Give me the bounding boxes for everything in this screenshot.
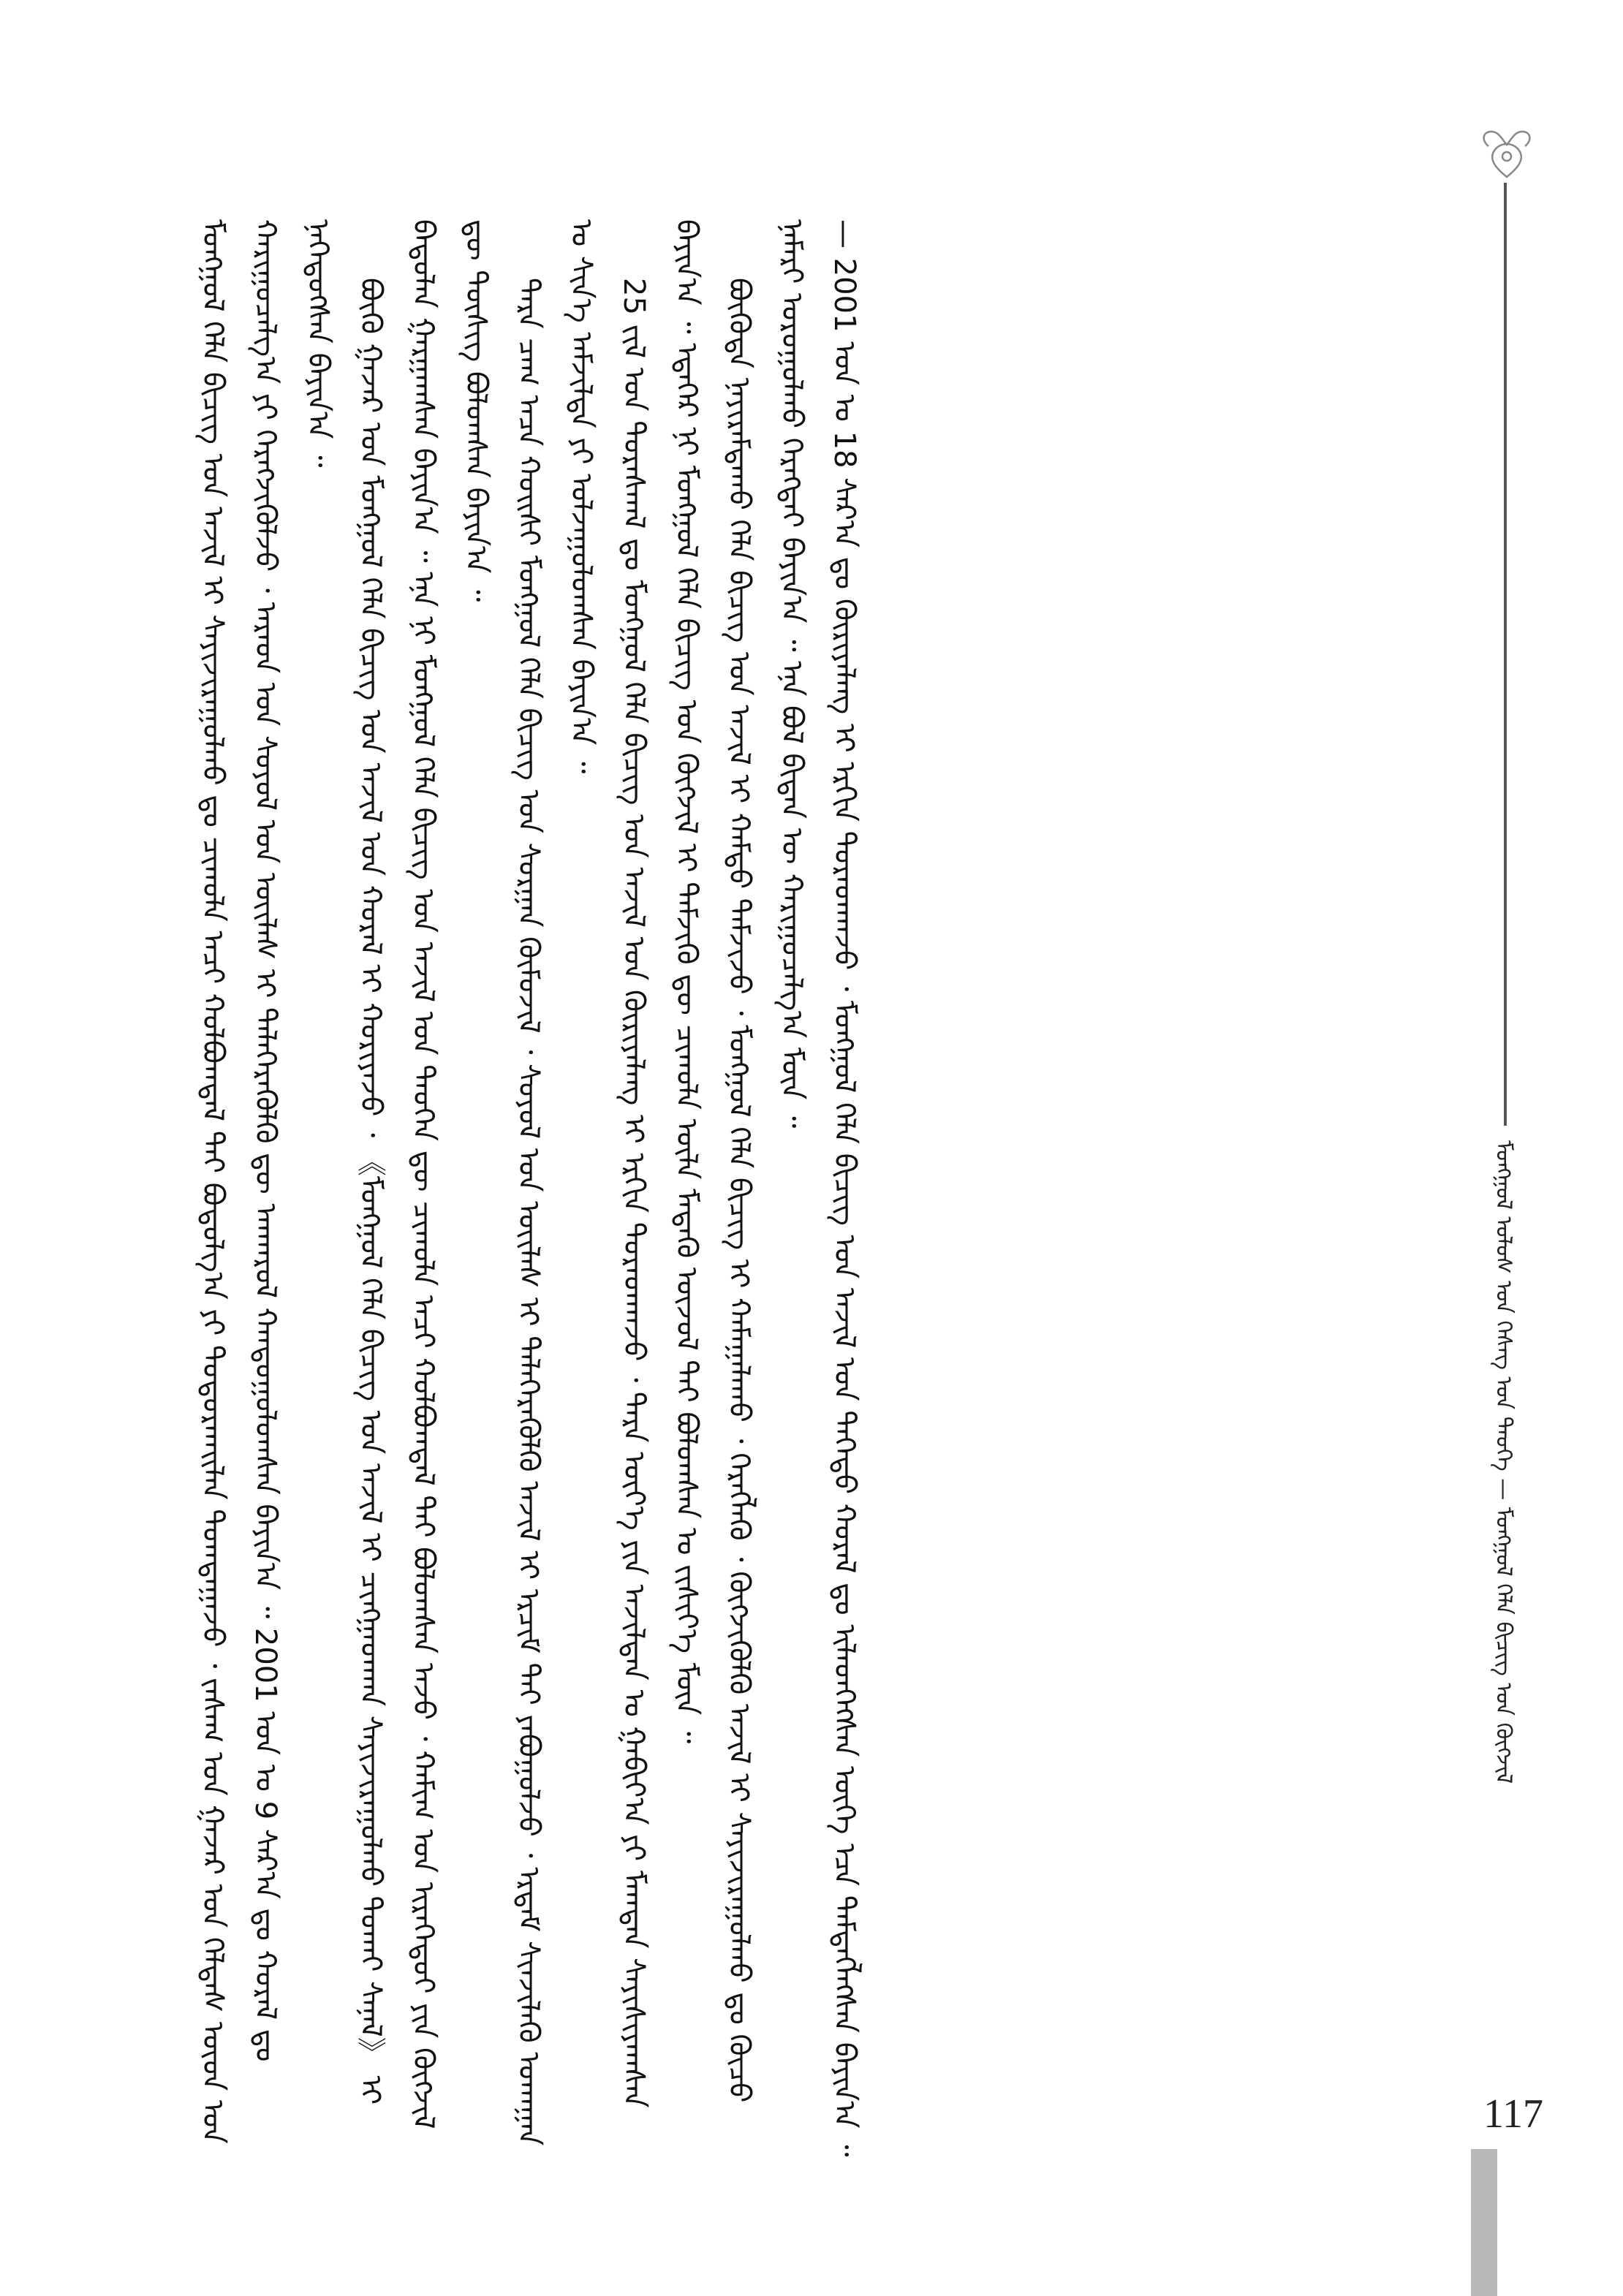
running-header-title: ᠮᠣᠩᠭᠣᠯ ᠤᠯᠤᠰ ᠤᠨ ᠬᠡᠰᠡᠭ ᠤᠨ ᠲᠡᠦᠬᠡ — ᠮᠣᠩᠭᠣᠯ ᠬᠡᠯᠡ ᠪᠢᠴᠢᠭ ᠤᠨ ᠬᠥᠭᠵᠢᠯ bbox=[1491, 1140, 1516, 1784]
edge-tab-marker bbox=[1471, 2149, 1497, 2296]
decorative-knot-ornament bbox=[1474, 124, 1540, 183]
paragraph: ᠮᠣᠩᠭᠣᠯ ᠬᠡᠯᠡ ᠪᠢᠴᠢᠭ ᠤᠨ ᠠᠵᠢᠯ ᠢ ᠰᠠᠶᠢᠵᠢᠷᠠᠭᠤᠯᠬᠤ ᠳᠤ ᠴᠢᠬᠤᠯᠠ ᠠᠴᠢ ᠬᠣᠯᠪᠣᠭᠳᠠᠯ ᠲᠠᠢ ᠪᠣᠳᠣᠯᠭ᠎ᠠ ᠶᠢ ᠲᠣᠳᠣᠷᠬᠠᠢᠯᠠᠨ ᠲᠣᠭᠲᠠᠭᠠᠵᠤ ᠂ ᠵᠠᠰᠠᠭ ᠤᠨ ᠭᠠᠵᠠᠷ ᠤᠨ ᠬᠡᠯᠲᠡᠰ ᠦᠳ ᠤᠨ ᠬᠠᠷᠢᠭᠤᠴᠠᠯᠭ᠎ᠠ ᠶᠢ ᠬᠡᠷᠡᠭᠵᠢᠭᠦᠯᠵᠦ ᠂ ᠠᠷᠠᠳ ᠤᠨ ᠰᠣᠶᠣᠯ ᠤᠨ ᠦᠢᠯᠡᠰ ᠢ ᠳᠡᠯᠡᠭᠡᠷᠡᠭᠦᠯᠬᠦ ᠳᠦ ᠠᠨᠬᠠᠷᠤᠯ ᠬᠠᠨᠳᠤᠭᠤᠯᠤᠭᠰᠠᠨ ᠪᠠᠶᠢᠨ᠎ᠠ ᠃ 2001 ᠣᠨ ᠤ 9 ᠰᠠᠷ᠎ᠠ ᠳᠤ ᠬᠤᠷᠠᠯ ᠳᠤ ᠨᠡᠭᠡᠳᠦᠭᠰᠡᠨ ᠪᠠᠶᠢᠨ᠎ᠠ ᠃ bbox=[196, 219, 335, 2144]
paragraph: ᠪᠦᠭᠦᠳᠡ ᠨᠠᠶᠢᠷᠠᠮᠳᠠᠬᠤ ᠬᠡᠯᠡ ᠪᠢᠴᠢᠭ ᠤᠨ ᠠᠵᠢᠯ ᠢ ᠬᠠᠮᠲᠤ ᠳᠡᠮᠵᠢᠵᠦ ᠂ ᠮᠣᠩᠭᠣᠯ ᠬᠡᠯᠡ ᠪᠢᠴᠢᠭ ᠢ ᠬᠠᠮᠠᠭᠠᠯᠠᠬᠤ ᠂ ᠬᠡᠷᠡᠭᠯᠡᠬᠦ ᠂ ᠬᠥᠭᠵᠢᠭᠦᠯᠬᠦ ᠠᠵᠢᠯ ᠢ ᠰᠠᠶᠢᠵᠢᠷᠠᠭᠤᠯᠬᠤ ᠳᠤ ᠬᠦᠴᠦ ᠨᠡᠮᠡᠷᠢ ᠣᠷᠣᠭᠤᠯᠬᠤ ᠬᠡᠷᠡᠭᠲᠡᠢ ᠪᠠᠶᠢᠨ᠎ᠠ ᠃ ᠡᠨᠡ ᠪᠣᠯ ᠪᠢᠳᠡᠨ ᠦ ᠬᠠᠷᠢᠭᠤᠴᠠᠯᠭ᠎ᠠ ᠮᠥᠨ ᠃ bbox=[722, 219, 809, 2103]
paragraph: ᠲᠡᠷᠡ ᠴᠠᠭ ᠠᠴᠠ ᠬᠤᠢᠰᠢ ᠮᠣᠩᠭᠣᠯ ᠬᠡᠯᠡ ᠪᠢᠴᠢᠭ ᠤᠨ ᠰᠤᠷᠭᠠᠨ ᠬᠥᠮᠦᠵᠢᠯ ᠂ ᠰᠣᠶᠣᠯ ᠤᠨ ᠦᠢᠯᠡᠰ ᠢ ᠳᠡᠯᠡᠭᠡᠷᠡᠭᠦᠯᠬᠦ ᠠᠵᠢᠯ ᠢ ᠡᠷᠴᠢᠮ ᠲᠡᠢ ᠶᠠᠪᠤᠭᠤᠯᠵᠤ ᠂ ᠡᠷᠳᠡᠮ ᠰᠢᠨᠵᠢᠯᠡᠬᠦ ᠤᠬᠠᠭᠠᠨ ᠤ ᠰᠢᠨ᠎ᠡ ᠠᠮᠵᠢᠯᠲᠠ ᠶᠢ ᠣᠯᠵᠠᠭᠤᠯᠤᠭᠰᠠᠨ ᠪᠠᠶᠢᠨ᠎ᠠ ᠃ bbox=[512, 219, 598, 2146]
paragraph: ᠪᠦᠬᠦ ᠭᠠᠵᠠᠷ ᠤᠨ ᠮᠣᠩᠭᠣᠯ ᠬᠡᠯᠡ ᠪᠢᠴᠢᠭ ᠤᠨ ᠠᠵᠢᠯ ᠤᠨ ᠬᠤᠷᠠᠯ ᠢ ᠬᠤᠷᠢᠶᠠᠵᠤ ᠂ 《ᠮᠣᠩᠭᠣᠯ ᠬᠡᠯᠡ ᠪᠢᠴᠢᠭ ᠤᠨ ᠠᠵᠢᠯ ᠢ ᠴᠢᠩᠭᠠᠳᠬᠠᠨ ᠰᠠᠶᠢᠵᠢᠷᠠᠭᠤᠯᠬᠤ ᠲᠤᠬᠠᠢ ᠰᠠᠨᠠᠯ》 ᠢ ᠪᠠᠲᠤᠯᠠᠨ ᠭᠠᠷᠭᠠᠭᠰᠠᠨ ᠪᠠᠶᠢᠨ᠎ᠠ ᠃ ᠡᠨᠡ ᠨᠢ ᠮᠣᠩᠭᠣᠯ ᠬᠡᠯᠡ ᠪᠢᠴᠢᠭ ᠤᠨ ᠠᠵᠢᠯ ᠤᠨ ᠲᠡᠦᠬᠡᠨ ᠳᠦ ᠴᠢᠬᠤᠯᠠ ᠠᠴᠢ ᠬᠣᠯᠪᠣᠭᠳᠠᠯ ᠲᠠᠢ ᠪᠣᠯᠤᠭᠰᠠᠨ ᠠᠵᠤ ᠂ ᠬᠠᠮᠢᠭ ᠤᠨ ᠢᠷᠡᠭᠡᠳᠦᠢ ᠶᠢᠨ ᠬᠥᠭᠵᠢᠯ ᠳᠦ ᠲᠦᠰᠢᠭ ᠪᠣᠯᠤᠭᠰᠠᠨ ᠪᠠᠶᠢᠨ᠎ᠠ ᠃ bbox=[354, 219, 493, 2129]
paragraph-source-note: — 2001 ᠣᠨ ᠤ 18 ᠰᠠᠷ᠎ᠠ ᠳᠤ ᠬᠦᠷᠢᠶᠡᠯᠡᠩ ᠢ ᠡᠷᠭᠢᠨ ᠳᠤᠷᠠᠳᠬᠠᠵᠤ ᠂ ᠮᠣᠩᠭᠣᠯ ᠬᠡᠯᠡ ᠪᠢᠴᠢᠭ ᠤᠨ ᠠᠵᠢᠯ ᠤᠨ ᠳᠡᠭᠡᠳᠦ ᠬᠤᠷᠠᠯ ᠳᠤ ᠢᠯᠡᠳᠬᠡᠭᠰᠡᠨ ᠦᠭᠡ ᠡᠴᠡ ᠲᠡᠮᠳᠡᠭᠯᠡᠭᠰᠡᠨ ᠪᠠᠶᠢᠨ᠎ᠠ ᠃ bbox=[828, 219, 861, 2157]
paragraph: 25 ᠵᠢᠯ ᠤᠨ ᠳᠤᠷᠠᠰᠬᠠᠯ ᠳᠤ ᠮᠣᠩᠭᠣᠯ ᠬᠡᠯᠡ ᠪᠢᠴᠢᠭ ᠤᠨ ᠠᠵᠢᠯ ᠤᠨ ᠬᠦᠷᠢᠶᠡᠯᠡᠩ ᠢ ᠡᠷᠭᠢᠨ ᠳᠤᠷᠠᠳᠬᠠᠵᠤ ᠂ ᠲᠡᠷᠡ ᠦᠶ᠎ᠡ ᠶᠢᠨ ᠠᠵᠢᠯᠲᠠᠨ ᠤ ᠭᠠᠪᠢᠶ᠎ᠠ ᠶᠢ ᠮᠠᠭᠲᠠᠨ ᠰᠠᠶᠢᠰᠢᠶᠠᠭᠰᠠᠨ ᠪᠠᠶᠢᠨ᠎ᠠ ᠃ ᠡᠳᠡᠭᠡᠷ ᠨᠢ ᠮᠣᠩᠭᠣᠯ ᠬᠡᠯᠡ ᠪᠢᠴᠢᠭ ᠤᠨ ᠬᠥᠭᠵᠢᠯ ᠢ ᠳᠡᠮᠵᠢᠬᠦ ᠳᠦ ᠴᠢᠬᠤᠯᠠ ᠦᠯᠡ ᠮᠡᠳᠡᠬᠦ ᠦᠵᠦᠯ ᠲᠡᠢ ᠪᠣᠯᠤᠭᠰᠠᠨ ᠤ ᠵᠢᠱᠢᠶ᠎ᠡ ᠮᠦᠨ ᠃ bbox=[617, 219, 703, 2108]
page-number: 117 bbox=[1483, 2091, 1543, 2137]
header-rule bbox=[1504, 183, 1507, 1126]
body-text bbox=[186, 219, 1422, 2164]
